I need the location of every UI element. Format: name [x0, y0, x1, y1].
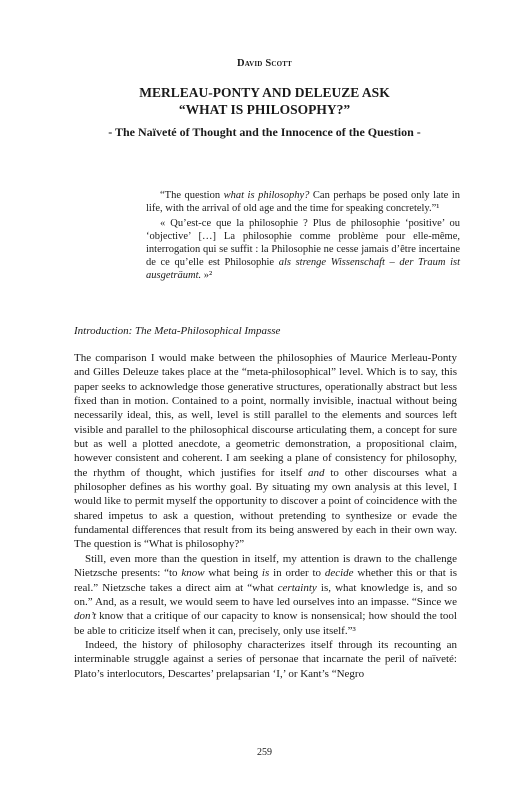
title-line-1: MERLEAU-PONTY AND DELEUZE ASK: [139, 85, 390, 100]
italic-text: and: [308, 466, 325, 479]
text-run: Still, even more than the question in itself, my attention is drawn to the challenge Nietzsche presents: “to: [74, 552, 457, 580]
page-number: 259: [257, 747, 272, 758]
italic-text: what is philosophy?: [223, 190, 310, 201]
text-run: “The question: [160, 190, 224, 201]
text-run: The comparison I would make between the philosophies of Maurice Merleau-Ponty and Gilles Deleuze takes place at the “meta-philosophical” level. Which is to say, this paper seeks to acknowledge those generative structures, operationally abstract but less fixed than in motion. Contained to a point, normally invisible, inactual without being necessarily ideal, this, as well, level is still parallel to the elements and sources left visible and parallel to the philosophical discourse articulating them, a concept for sure but as well a plotted anecdote, a geometric demonstration, a propositional claim, however consistent and coherent. I am seeking a plane of consistency for philosophy, the rhythm of thought, which justifies for itself: [74, 352, 457, 479]
text-run: what being: [204, 567, 262, 580]
text-run: »²: [201, 270, 213, 281]
italic-text: is: [261, 567, 270, 580]
body-paragraph-3: [74, 638, 457, 681]
epigraph: [146, 189, 460, 282]
italic-text: decide: [324, 567, 354, 580]
text-run: « Qu’est-ce que la philosophie ? Plus de philosophie ‘positive’ ou ‘objective’ […] La philosophie comme problème pour elle-même, interrogation qui se suffit : la Philosophie ne cesse jamais d’être incertaine de ce qu’elle est Philosophie: [146, 218, 460, 268]
text-run: to other discourses what a philosopher defines as his worthy goal. By situating my own analysis at this level, I would like to permit myself the opportunity to discover a point of coincidence with the shared impetus to ask a question, without pretending to synthesize or evade the fundamental differences that result from its being answered by each in their own way. The question is “What is philosophy?”: [74, 466, 457, 551]
italic-text: certainty: [277, 581, 317, 594]
italic-text: als strenge Wissenschaft – der Traum ist ausgeträumt.: [146, 257, 460, 281]
section-heading: Introduction: The Meta-Philosophical Impasse: [74, 325, 281, 337]
epigraph-quote-2: [146, 217, 460, 282]
article-title: [0, 85, 529, 118]
text-run: whether this or that is real.” Nietzsche takes a direct aim at “what: [74, 567, 457, 594]
text-run: Can perhaps be posed only late in life, with the arrival of old age and the time for speaking concretely.”¹: [146, 190, 460, 214]
epigraph-quote-1: [146, 189, 460, 215]
body-paragraph-1: [74, 351, 457, 552]
body-text: [74, 351, 457, 681]
body-paragraph-2: [74, 552, 457, 638]
title-line-2: “WHAT IS PHILOSOPHY?”: [178, 101, 351, 117]
author-name: David Scott: [236, 58, 293, 69]
article-subtitle: - The Naïveté of Thought and the Innocence of the Question -: [108, 125, 421, 139]
italic-text: know: [181, 567, 205, 580]
text-run: in order to: [269, 567, 325, 580]
text-run: know that a critique of our capacity to know is nonsensical; how should the tool be able to criticize itself when it can, precisely, only use itself.”³: [74, 610, 457, 637]
text-run: is, what knowledge is, and so on.” And, as a result, we would seem to have led ourselves into an impasse. “Since we: [74, 581, 457, 608]
italic-text: don’t: [74, 610, 96, 623]
text-run: Indeed, the history of philosophy characterizes itself through its recounting an interminable struggle against a series of personae that incarnate the peril of naïveté: Plato’s interlocutors, Descartes’ prelapsarian ‘I,’ or Kant’s “Negro: [74, 638, 457, 680]
